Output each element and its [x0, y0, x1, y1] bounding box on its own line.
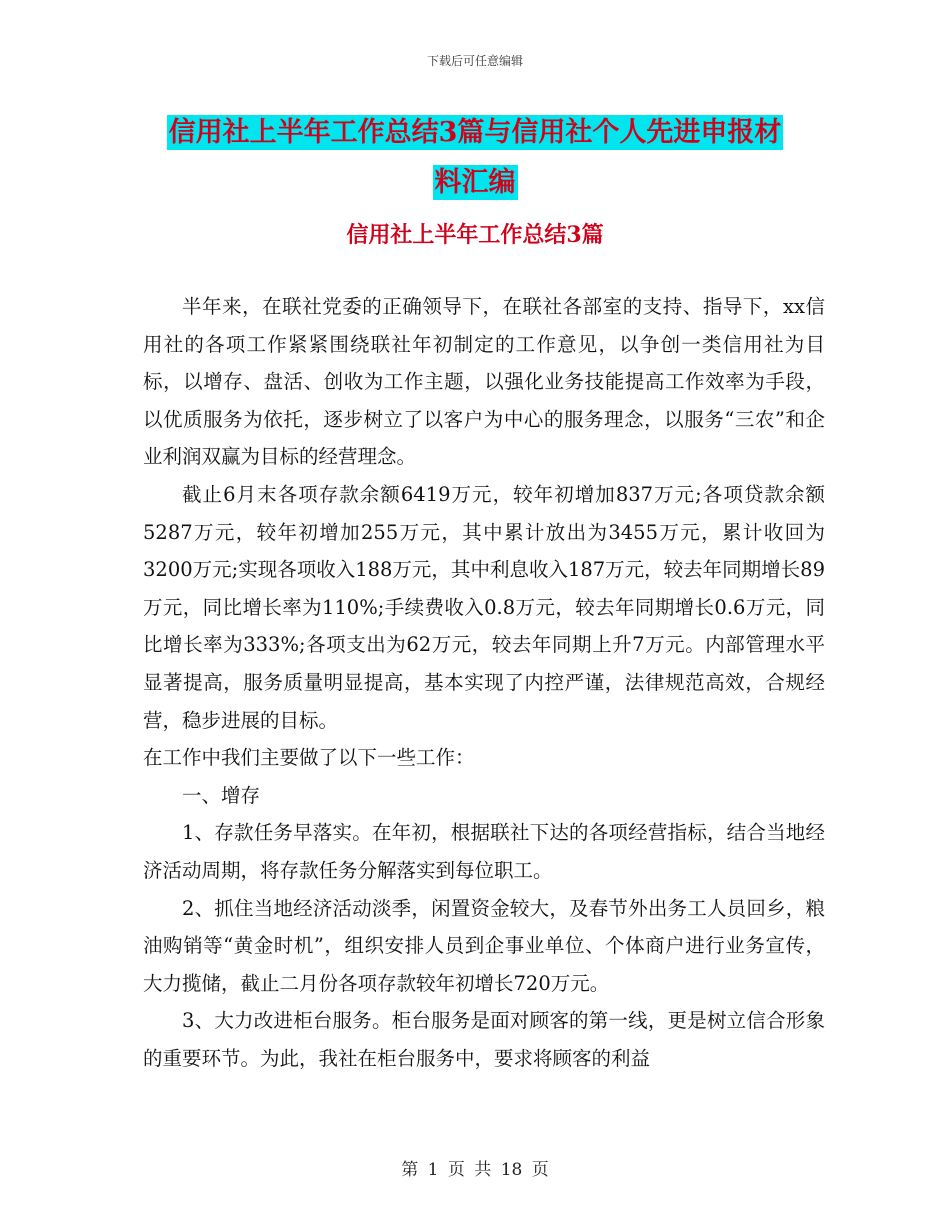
paragraph-item-1: 1、存款任务早落实。在年初，根据联社下达的各项经营指标，结合当地经济活动周期，将存款任务分解落实到每位职工。	[143, 821, 825, 882]
paragraph-item-3: 3、大力改进柜台服务。柜台服务是面对顾客的第一线，更是树立信合形象的重要环节。为此，我社在柜台服务中，要求将顾客的利益	[143, 1009, 825, 1070]
paragraph-transition: 在工作中我们主要做了以下一些工作：	[143, 746, 475, 770]
title-line-1: 信用社上半年工作总结3篇与信用社个人先进申报材	[168, 117, 782, 148]
heading-zengcun: 一、增存	[182, 783, 261, 807]
paragraph-intro: 半年来，在联社党委的正确领导下，在联社各部室的支持、指导下，xx信用社的各项工作紧紧围绕联社年初制定的工作意见，以争创一类信用社为目标，以增存、盘活、创收为工作主题，以强化业务技能提高工作效率为手段，以优质服务为依托，逐步树立了以客户为中心的服务理念，以服务“三农”和企业利润双赢为目标的经营理念。	[143, 295, 825, 469]
header-note: 下载后可任意编辑	[426, 54, 523, 68]
page-number-footer: 第 1 页 共 18 页	[401, 1160, 549, 1180]
paragraph-item-2: 2、抓住当地经济活动淡季，闲置资金较大，及春节外出务工人员回乡，粮油购销等“黄金时机”，组织安排人员到企事业单位、个体商户进行业务宣传，大力揽储，截止二月份各项存款较年初增长720万元。	[143, 896, 825, 995]
paragraph-figures: 截止6月末各项存款余额6419万元，较年初增加837万元;各项贷款余额5287万元，较年初增加255万元，其中累计放出为3455万元，累计收回为3200万元;实现各项收入188万元，其中利息收入187万元，较去年同期增长89万元，同比增长率为110%;手续费收入0.8万元，较去年同期增长0.6万元，同比增长率为333%;各项支出为62万元，较去年同期上升7万元。内部管理水平显著提高，服务质量明显提高，基本实现了内控严谨，法律规范高效，合规经营，稳步进展的目标。	[143, 482, 825, 732]
section-title: 信用社上半年工作总结3篇	[346, 222, 604, 248]
document-title	[0, 108, 950, 208]
title-line-2: 料汇编	[434, 167, 516, 198]
document-body	[143, 288, 825, 1077]
